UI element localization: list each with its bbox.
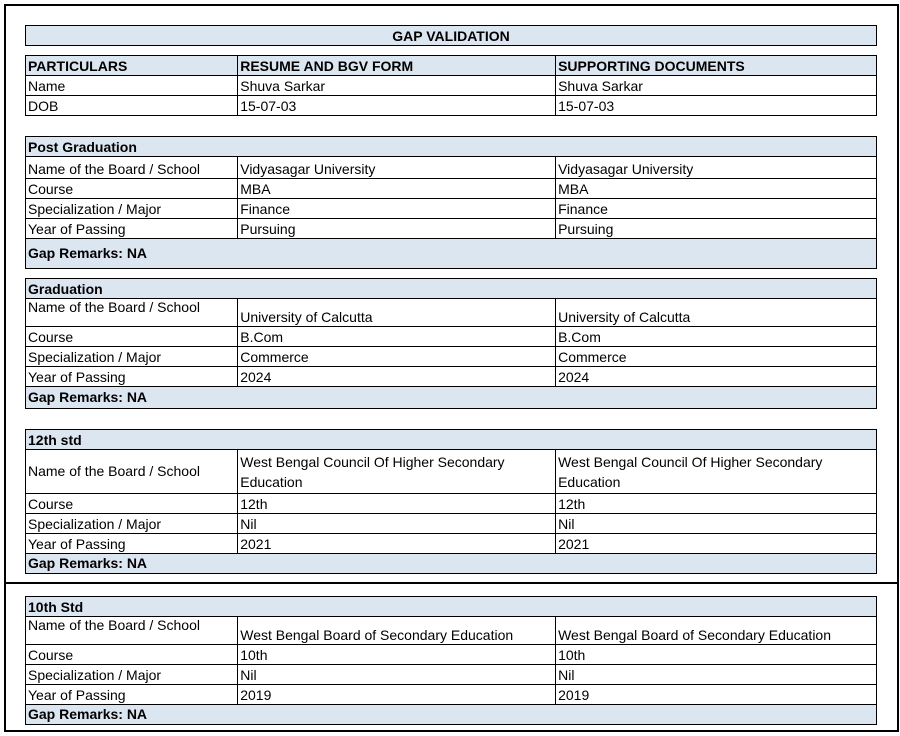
resume-value: MBA <box>238 179 556 199</box>
resume-value: Vidyasagar University <box>238 157 556 179</box>
resume-value: B.Com <box>238 327 556 347</box>
section-post-graduation <box>25 136 877 269</box>
docs-value: 10th <box>556 645 877 665</box>
resume-value: West Bengal Board of Secondary Education <box>238 617 556 645</box>
resume-value: 2019 <box>238 685 556 705</box>
row-label: Course <box>26 179 238 199</box>
table-row <box>26 645 877 665</box>
row-label: Specialization / Major <box>26 514 238 534</box>
row-label: Course <box>26 327 238 347</box>
spacer <box>26 46 877 56</box>
row-label: Course <box>26 645 238 665</box>
section-graduation <box>25 278 877 409</box>
gap-remarks: Gap Remarks: NA <box>26 554 877 574</box>
table-row <box>26 157 877 179</box>
table-row <box>26 367 877 387</box>
table-row <box>26 327 877 347</box>
resume-value: Commerce <box>238 347 556 367</box>
row-label: Year of Passing <box>26 534 238 554</box>
section-12th <box>25 429 877 574</box>
docs-value: Finance <box>556 199 877 219</box>
docs-value: 2024 <box>556 367 877 387</box>
table-row <box>26 617 877 645</box>
row-label: Specialization / Major <box>26 199 238 219</box>
table-row <box>26 199 877 219</box>
table-row <box>26 96 877 116</box>
row-label: Course <box>26 494 238 514</box>
section-10th <box>25 596 877 725</box>
resume-value: Pursuing <box>238 219 556 239</box>
docs-value: B.Com <box>556 327 877 347</box>
row-label: Year of Passing <box>26 685 238 705</box>
resume-value: Finance <box>238 199 556 219</box>
docs-value: MBA <box>556 179 877 199</box>
row-label: Name <box>26 76 238 96</box>
resume-value: 15-07-03 <box>238 96 556 116</box>
resume-value: 12th <box>238 494 556 514</box>
section-title: 12th std <box>26 430 877 450</box>
table-row <box>26 179 877 199</box>
docs-value: Shuva Sarkar <box>556 76 877 96</box>
table-row <box>26 347 877 367</box>
docs-value: Nil <box>556 665 877 685</box>
table-row <box>26 76 877 96</box>
docs-value: Pursuing <box>556 219 877 239</box>
docs-value: 2021 <box>556 534 877 554</box>
table-row <box>26 494 877 514</box>
table-row <box>26 514 877 534</box>
row-label: Name of the Board / School <box>26 450 238 494</box>
resume-value: Nil <box>238 514 556 534</box>
docs-value: University of Calcutta <box>556 299 877 327</box>
gap-remarks: Gap Remarks: NA <box>26 239 877 269</box>
table-row <box>26 534 877 554</box>
docs-value: 2019 <box>556 685 877 705</box>
gap-remarks: Gap Remarks: NA <box>26 387 877 409</box>
section-title: 10th Std <box>26 597 877 617</box>
row-label: Year of Passing <box>26 367 238 387</box>
docs-value: 12th <box>556 494 877 514</box>
docs-value: West Bengal Board of Secondary Education <box>556 617 877 645</box>
row-label: Specialization / Major <box>26 347 238 367</box>
resume-value: Shuva Sarkar <box>238 76 556 96</box>
header-supporting: SUPPORTING DOCUMENTS <box>556 56 877 76</box>
table-row <box>26 219 877 239</box>
docs-value: Commerce <box>556 347 877 367</box>
table-row <box>26 665 877 685</box>
resume-value: 2024 <box>238 367 556 387</box>
table-row <box>26 450 877 494</box>
row-label: Name of the Board / School <box>26 617 238 645</box>
resume-value: Nil <box>238 665 556 685</box>
section-title: Graduation <box>26 279 877 299</box>
resume-value: University of Calcutta <box>238 299 556 327</box>
table-row <box>26 685 877 705</box>
row-label: Year of Passing <box>26 219 238 239</box>
table-row <box>26 299 877 327</box>
header-particulars: PARTICULARS <box>26 56 238 76</box>
docs-value: Vidyasagar University <box>556 157 877 179</box>
resume-value: 10th <box>238 645 556 665</box>
row-label: Name of the Board / School <box>26 299 238 327</box>
personal-table <box>25 25 877 116</box>
docs-value: West Bengal Council Of Higher Secondary Education <box>556 450 877 494</box>
row-label: Specialization / Major <box>26 665 238 685</box>
section-title: Post Graduation <box>26 137 877 157</box>
docs-value: 15-07-03 <box>556 96 877 116</box>
header-resume: RESUME AND BGV FORM <box>238 56 556 76</box>
gap-remarks: Gap Remarks: NA <box>26 705 877 725</box>
resume-value: West Bengal Council Of Higher Secondary Education <box>238 450 556 494</box>
page-title: GAP VALIDATION <box>26 26 877 46</box>
docs-value: Nil <box>556 514 877 534</box>
resume-value: 2021 <box>238 534 556 554</box>
row-label: DOB <box>26 96 238 116</box>
row-label: Name of the Board / School <box>26 157 238 179</box>
